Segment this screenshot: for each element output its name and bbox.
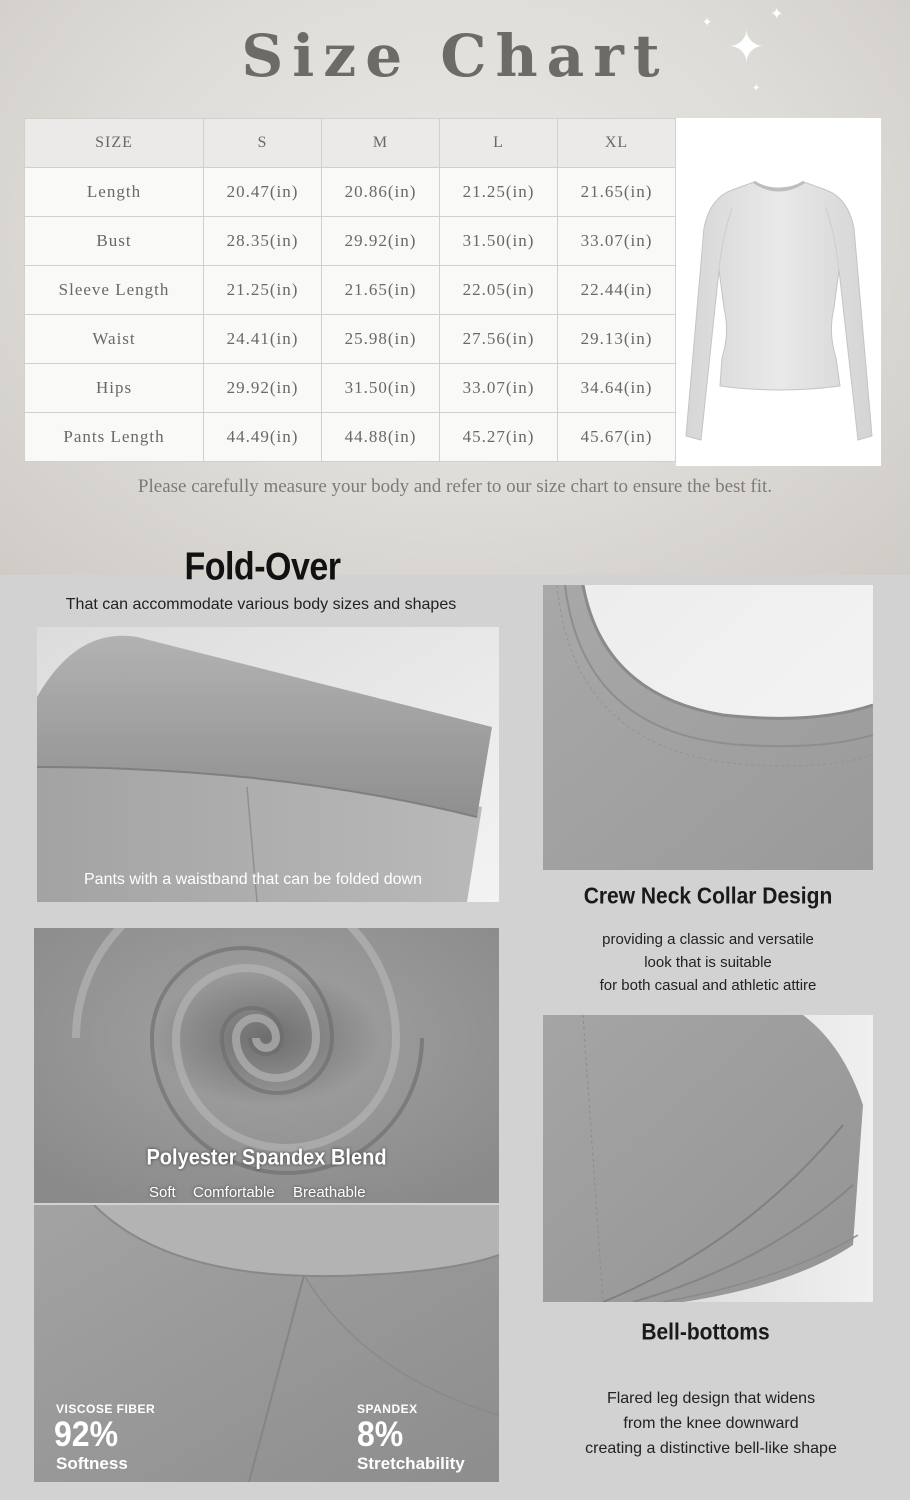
table-row bbox=[25, 168, 676, 217]
table-row bbox=[25, 217, 676, 266]
table-cell: 44.88(in) bbox=[322, 413, 440, 462]
page-title: Size Chart bbox=[241, 22, 669, 90]
spandex-label: SPANDEX bbox=[357, 1402, 418, 1416]
table-cell: 21.25(in) bbox=[440, 168, 558, 217]
table-cell: 29.92(in) bbox=[204, 364, 322, 413]
sparkle-icon: ✦ bbox=[752, 83, 761, 94]
table-cell: 21.65(in) bbox=[322, 266, 440, 315]
crew-neck-line: look that is suitable bbox=[644, 954, 772, 971]
row-label: Bust bbox=[25, 217, 204, 266]
bell-bottoms-line: Flared leg design that widens bbox=[606, 1390, 816, 1407]
folded-waistband-image bbox=[37, 627, 499, 902]
table-cell: 29.13(in) bbox=[558, 315, 676, 364]
row-label: Pants Length bbox=[25, 413, 204, 462]
bell-bottoms-line: creating a distinctive bell-like shape bbox=[585, 1440, 837, 1457]
fold-over-caption: Pants with a waistband that can be folded down bbox=[84, 871, 422, 888]
row-label: Length bbox=[25, 168, 204, 217]
table-cell: 25.98(in) bbox=[322, 315, 440, 364]
table-cell: 45.67(in) bbox=[558, 413, 676, 462]
crew-neck-description bbox=[543, 928, 873, 997]
column-header: SIZE bbox=[25, 119, 204, 168]
spandex-percent: 8% bbox=[357, 1414, 404, 1454]
row-label: Hips bbox=[25, 364, 204, 413]
column-header: L bbox=[440, 119, 558, 168]
fabric-blend-title: Polyester Spandex Blend bbox=[146, 1145, 387, 1171]
viscose-label: VISCOSE FIBER bbox=[56, 1402, 156, 1416]
fold-over-title: Fold-Over bbox=[184, 545, 341, 589]
table-cell: 22.44(in) bbox=[558, 266, 676, 315]
crew-neck-collar-image bbox=[543, 585, 873, 870]
spandex-benefit: Stretchability bbox=[357, 1454, 465, 1473]
viscose-benefit: Softness bbox=[56, 1454, 128, 1473]
sparkle-icon: ✦ bbox=[728, 22, 765, 73]
table-cell: 45.27(in) bbox=[440, 413, 558, 462]
table-row bbox=[25, 266, 676, 315]
table-cell: 21.65(in) bbox=[558, 168, 676, 217]
sparkle-icon: ✦ bbox=[702, 15, 713, 29]
column-header: M bbox=[322, 119, 440, 168]
table-cell: 27.56(in) bbox=[440, 315, 558, 364]
table-cell: 33.07(in) bbox=[440, 364, 558, 413]
table-cell: 21.25(in) bbox=[204, 266, 322, 315]
bell-bottoms-photo bbox=[543, 1015, 873, 1302]
quality-label: Comfortable bbox=[193, 1184, 275, 1201]
table-cell: 33.07(in) bbox=[558, 217, 676, 266]
row-label: Sleeve Length bbox=[25, 266, 204, 315]
quality-label: Soft bbox=[149, 1184, 176, 1201]
table-cell: 34.64(in) bbox=[558, 364, 676, 413]
table-cell: 31.50(in) bbox=[440, 217, 558, 266]
viscose-percent: 92% bbox=[54, 1414, 119, 1454]
crew-neck-title: Crew Neck Collar Design bbox=[583, 883, 833, 910]
table-cell: 28.35(in) bbox=[204, 217, 322, 266]
crew-neck-line: providing a classic and versatile bbox=[602, 931, 814, 948]
crew-neck-line: for both casual and athletic attire bbox=[599, 977, 817, 994]
size-table bbox=[24, 118, 676, 462]
table-row bbox=[25, 315, 676, 364]
column-header: S bbox=[204, 119, 322, 168]
crew-neck-photo bbox=[543, 585, 873, 870]
long-sleeve-shirt-icon bbox=[676, 118, 881, 466]
bell-bottoms-line: from the knee downward bbox=[623, 1415, 799, 1432]
folded-hem-image bbox=[543, 1015, 873, 1302]
fold-over-photo bbox=[37, 627, 499, 902]
bell-bottoms-description bbox=[543, 1386, 879, 1461]
table-cell: 29.92(in) bbox=[322, 217, 440, 266]
table-cell: 20.47(in) bbox=[204, 168, 322, 217]
table-row bbox=[25, 413, 676, 462]
size-chart-note: Please carefully measure your body and refer to our size chart to ensure the best fit. bbox=[137, 476, 773, 497]
table-header-row bbox=[25, 119, 676, 168]
quality-label: Breathable bbox=[293, 1184, 366, 1201]
shirt-image bbox=[676, 118, 881, 466]
table-cell: 22.05(in) bbox=[440, 266, 558, 315]
bell-bottoms-title: Bell-bottoms bbox=[641, 1319, 770, 1346]
table-row bbox=[25, 364, 676, 413]
sparkle-icon: ✦ bbox=[770, 4, 784, 23]
fold-over-subtitle: That can accommodate various body sizes and shapes bbox=[65, 596, 457, 613]
column-header: XL bbox=[558, 119, 676, 168]
table-cell: 44.49(in) bbox=[204, 413, 322, 462]
row-label: Waist bbox=[25, 315, 204, 364]
table-cell: 24.41(in) bbox=[204, 315, 322, 364]
table-cell: 20.86(in) bbox=[322, 168, 440, 217]
table-cell: 31.50(in) bbox=[322, 364, 440, 413]
